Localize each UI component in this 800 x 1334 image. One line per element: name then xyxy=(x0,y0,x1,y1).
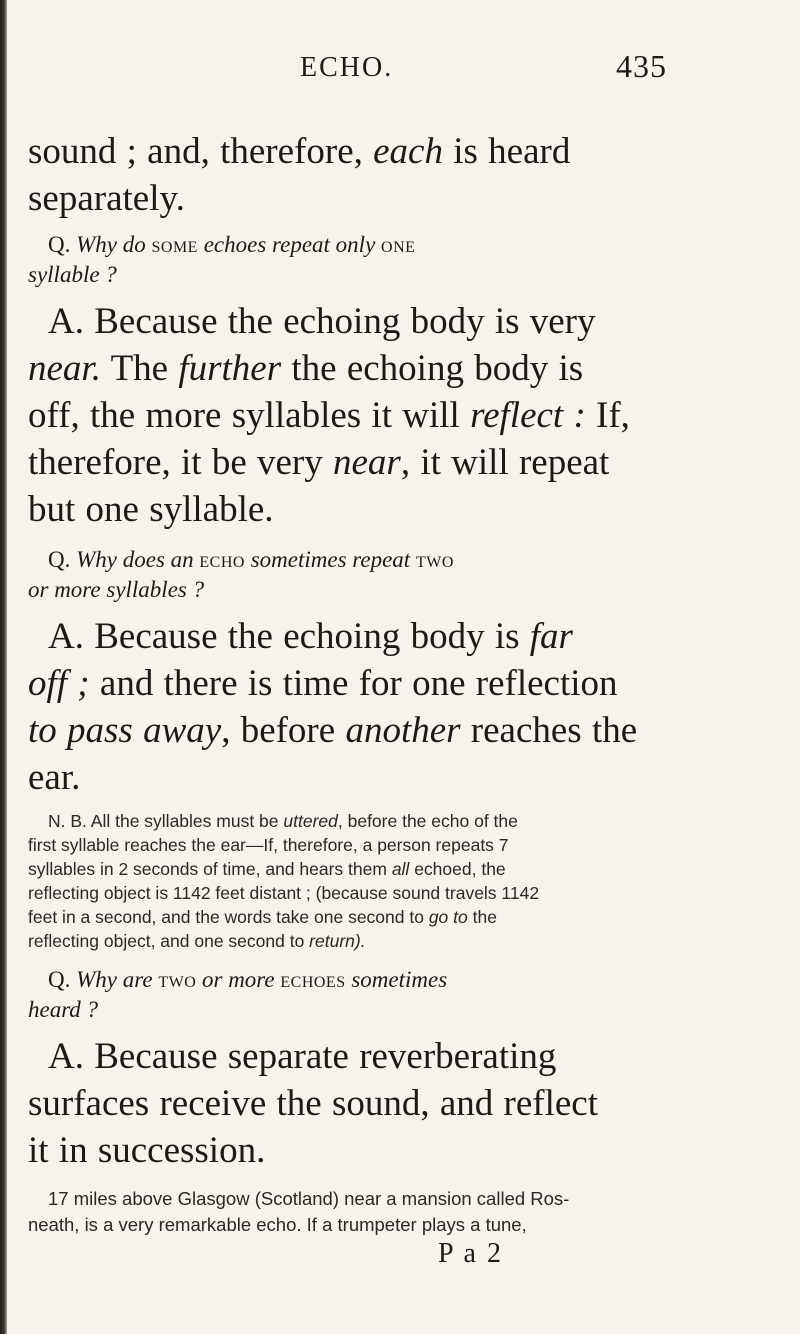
answer-label: A. xyxy=(48,616,84,657)
answer-line: A. Because the echoing body is very xyxy=(48,301,596,342)
answer-line: to pass away, before another reaches the xyxy=(28,710,638,751)
question-line: heard ? xyxy=(28,997,99,1022)
answer-label: A. xyxy=(48,301,84,342)
running-head: ECHO. xyxy=(300,52,394,83)
answer-line: it in succession. xyxy=(28,1130,266,1171)
footnote-line: N. B. All the syllables must be uttered, before the echo of the xyxy=(48,811,518,831)
footnote-line: reflecting object is 1142 feet distant ; (because sound travels 1142 xyxy=(28,883,540,903)
footnote-line: syllables in 2 seconds of time, and hears them all echoed, the xyxy=(28,859,506,879)
answer-line: but one syllable. xyxy=(28,489,274,530)
footnote-line: reflecting object, and one second to return). xyxy=(28,931,366,951)
page-number: 435 xyxy=(616,48,667,84)
answer-line: ear. xyxy=(28,757,81,798)
footnote-line: feet in a second, and the words take one second to go to the xyxy=(28,907,497,927)
signature-mark: P a 2 xyxy=(438,1238,503,1269)
question-label: Q. xyxy=(48,547,71,572)
answer-line: off, the more syllables it will reflect : If, xyxy=(28,395,630,436)
footnote-line: first syllable reaches the ear—If, therefore, a person repeats 7 xyxy=(28,835,509,855)
answer-line: surfaces receive the sound, and reflect xyxy=(28,1083,598,1124)
answer-line: near. The further the echoing body is xyxy=(28,348,584,389)
question-label: Q. xyxy=(48,967,71,992)
question-line: or more syllables ? xyxy=(28,577,205,602)
question-line: Q. Why are two or more echoes sometimes xyxy=(48,967,448,992)
answer-label: A. xyxy=(48,1036,84,1077)
footnote-line: 17 miles above Glasgow (Scotland) near a mansion called Ros- xyxy=(48,1188,570,1209)
question-label: Q. xyxy=(48,232,71,257)
question-line: Q. Why do some echoes repeat only one xyxy=(48,232,416,257)
answer-line: A. Because separate reverberating xyxy=(48,1036,557,1077)
answer-line: A. Because the echoing body is far xyxy=(48,616,573,657)
answer-line: therefore, it be very near, it will repeat xyxy=(28,442,610,483)
page-body xyxy=(28,128,688,1270)
body-line: separately. xyxy=(28,178,185,219)
body-line: sound ; and, therefore, each is heard xyxy=(28,131,571,172)
question-line: syllable ? xyxy=(28,262,117,287)
answer-line: off ; and there is time for one reflection xyxy=(28,663,618,704)
footnote-line: neath, is a very remarkable echo. If a trumpeter plays a tune, xyxy=(28,1214,527,1235)
question-line: Q. Why does an echo sometimes repeat two xyxy=(48,547,454,572)
